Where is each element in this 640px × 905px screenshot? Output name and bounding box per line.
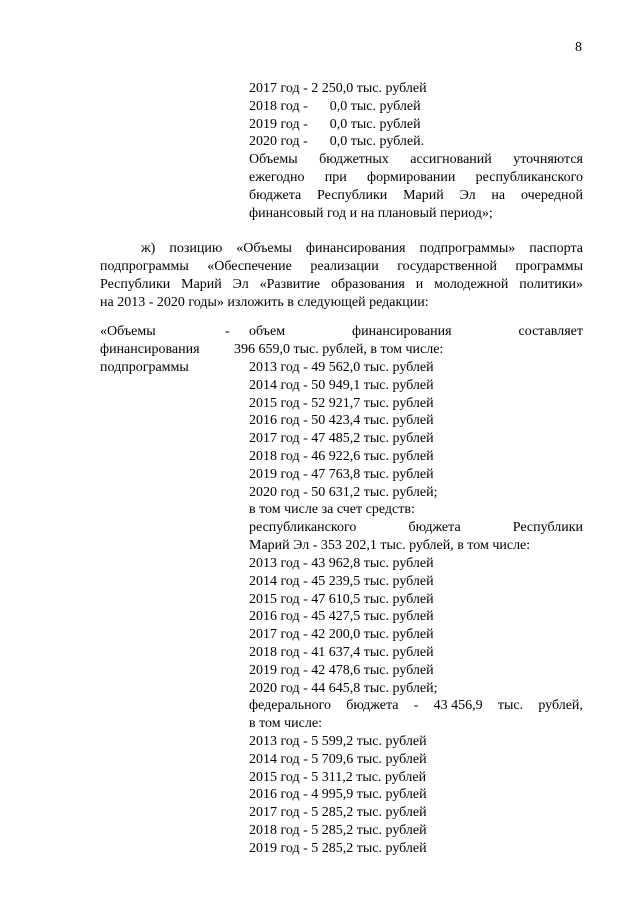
word: бюджета (408, 520, 461, 535)
top-year-row: 2017 год - 2 250,0 тыс. рублей (249, 81, 427, 96)
republic-year-row: 2015 год - 47 610,5 тыс. рублей (249, 591, 434, 607)
total-year-row: 2017 год - 47 485,2 тыс. рублей (249, 431, 434, 447)
sources-intro: в том числе за счет средств: (249, 502, 415, 518)
word: Республики (512, 520, 583, 535)
label-dash: - (225, 324, 230, 339)
word: финансирования (352, 324, 452, 339)
republic-year-row: 2016 год - 45 427,5 тыс. рублей (249, 609, 434, 625)
word: федерального (249, 698, 332, 713)
total-year-row: 2013 год - 49 562,0 тыс. рублей (249, 360, 434, 375)
republic-year-row: 2020 год - 44 645,8 тыс. рублей; (249, 680, 438, 696)
republic-year-row: 2019 год - 42 478,6 тыс. рублей (249, 662, 434, 678)
note-line: Объемы бюджетных ассигнований уточняются (249, 152, 583, 167)
federal-year-list (249, 733, 427, 858)
federal-year-row: 2017 год - 5 285,2 тыс. рублей (249, 805, 427, 821)
top-year-row: 2019 год - 0,0 тыс. рублей (249, 116, 421, 132)
word: республиканского (249, 520, 357, 535)
note-line: бюджета Республики Марий Эл на очередной (249, 188, 583, 203)
word: бюджета (346, 698, 399, 713)
word: - (413, 698, 419, 713)
total-line-1 (249, 323, 583, 341)
federal-year-row: 2016 год - 4 995,9 тыс. рублей (249, 787, 427, 803)
republic-line-1 (249, 519, 583, 537)
federal-line-2: в том числе: (249, 716, 322, 731)
funding-label-line: «Объемы (100, 324, 156, 339)
federal-year-row: 2014 год - 5 709,6 тыс. рублей (249, 751, 427, 767)
republic-year-row: 2017 год - 42 200,0 тыс. рублей (249, 627, 434, 643)
funding-label-line: финансирования (100, 342, 200, 357)
total-year-row: 2020 год - 50 631,2 тыс. рублей; (249, 484, 438, 500)
amendment-paragraph (100, 240, 583, 312)
total-year-row: 2015 год - 52 921,7 тыс. рублей (249, 395, 434, 411)
republic-line-2: Марий Эл - 353 202,1 тыс. рублей, в том числе: (249, 538, 531, 553)
total-year-row: 2019 год - 47 763,8 тыс. рублей (249, 466, 434, 482)
federal-year-row: 2013 год - 5 599,2 тыс. рублей (249, 734, 427, 749)
paragraph-line: подпрограммы «Обеспечение реализации государственной программы (100, 259, 583, 274)
federal-year-row: 2019 год - 5 285,2 тыс. рублей (249, 840, 427, 856)
total-line-2: 396 659,0 тыс. рублей, в том числе: (234, 342, 444, 357)
republic-year-row: 2013 год - 43 962,8 тыс. рублей (249, 556, 434, 571)
republic-year-row: 2018 год - 41 637,4 тыс. рублей (249, 644, 434, 660)
top-year-row: 2020 год - 0,0 тыс. рублей. (249, 134, 425, 150)
top-year-row: 2018 год - 0,0 тыс. рублей (249, 98, 421, 114)
word: 43 456,9 (433, 698, 483, 713)
paragraph-line: ж) позицию «Объемы финансирования подпрограммы» паспорта (141, 241, 583, 256)
total-year-row: 2016 год - 50 423,4 тыс. рублей (249, 413, 434, 429)
paragraph-line: на 2013 - 2020 годы» изложить в следующей редакции: (100, 295, 429, 310)
paragraph-line: Республики Марий Эл «Развитие образования и молодежной политики» (100, 277, 583, 292)
federal-year-row: 2018 год - 5 285,2 тыс. рублей (249, 822, 427, 838)
top-year-list (249, 80, 427, 151)
note-line: финансовый год и на плановый период»; (249, 206, 493, 221)
total-year-row: 2014 год - 50 949,1 тыс. рублей (249, 377, 434, 393)
note-line: ежегодно при формировании республиканского (249, 170, 583, 185)
funding-label-line: подпрограммы (100, 360, 189, 375)
word: тыс. (497, 698, 524, 713)
republic-year-list (249, 555, 438, 697)
funding-label (100, 323, 200, 377)
total-year-row: 2018 год - 46 922,6 тыс. рублей (249, 448, 434, 464)
word: объем (249, 324, 286, 339)
federal-year-row: 2015 год - 5 311,2 тыс. рублей (249, 769, 427, 785)
word: рублей, (538, 698, 583, 713)
total-year-list (249, 359, 438, 519)
federal-line-1 (249, 697, 583, 715)
page-number: 8 (575, 40, 582, 55)
republic-year-row: 2014 год - 45 239,5 тыс. рублей (249, 573, 434, 589)
note-block (249, 151, 583, 223)
word: составляет (518, 324, 583, 339)
